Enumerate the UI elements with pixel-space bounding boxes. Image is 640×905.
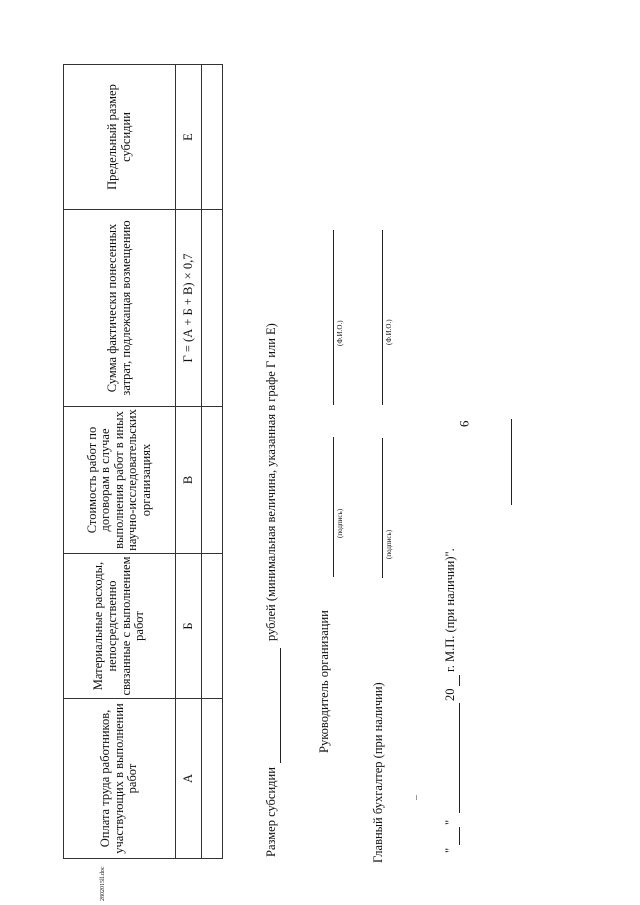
date-year-prefix: 20	[443, 688, 457, 701]
date-month-line	[459, 703, 460, 813]
date-quote-open: "	[443, 847, 457, 853]
dot-mark	[416, 795, 417, 800]
subsidy-table	[63, 64, 223, 859]
code-cell: Е	[176, 65, 202, 210]
subsidy-suffix: рублей (минимальная величина, указанная в графе Г или Е)	[264, 323, 278, 641]
code-cell: Г = (А + Б + В) × 0,7	[176, 210, 202, 407]
chief-accountant-label: Главный бухгалтер (при наличии)	[371, 682, 385, 863]
page-number: 9	[457, 420, 472, 427]
header-contract-costs: Стоимость работ по договорам в случае выполнения работ в иных научно-исследовательских организациях	[64, 407, 176, 554]
dash-mark	[511, 419, 512, 505]
head-signature-line	[333, 437, 334, 577]
name-hint: (Ф.И.О.)	[385, 319, 393, 345]
value-cell	[202, 554, 223, 699]
header-max-subsidy: Предельный размер субсидии	[64, 65, 176, 210]
document-filename: 2802015ll.doc	[100, 866, 106, 901]
subsidy-amount-line	[280, 648, 281, 763]
table-data-row	[202, 65, 223, 859]
head-of-organization-label: Руководитель организации	[317, 610, 331, 753]
date-day-line	[459, 827, 460, 845]
table-code-row	[176, 65, 202, 859]
table-header-row	[64, 65, 176, 859]
date-suffix: г. М.П. (при наличии)".	[443, 548, 457, 672]
date-quote-close: "	[443, 819, 457, 825]
subsidy-label: Размер субсидии	[264, 767, 278, 857]
value-cell	[202, 699, 223, 859]
header-material-costs: Материальные расходы, непосредственно связанные с выполнением работ	[64, 554, 176, 699]
head-name-line	[333, 230, 334, 405]
code-cell: В	[176, 407, 202, 554]
signature-hint: (подпись)	[385, 529, 393, 559]
accountant-signature-line	[382, 438, 383, 578]
value-cell	[202, 65, 223, 210]
code-cell: Б	[176, 554, 202, 699]
value-cell	[202, 407, 223, 554]
signature-hint: (подпись)	[336, 508, 344, 538]
value-cell	[202, 210, 223, 407]
code-cell: А	[176, 699, 202, 859]
header-actual-costs: Сумма фактически понесенных затрат, подлежащая возмещению	[64, 210, 176, 407]
header-labor-cost: Оплата труда работников, участвующих в выполнении работ	[64, 699, 176, 859]
name-hint: (Ф.И.О.)	[336, 320, 344, 346]
accountant-name-line	[382, 230, 383, 405]
date-year-line	[459, 675, 460, 686]
